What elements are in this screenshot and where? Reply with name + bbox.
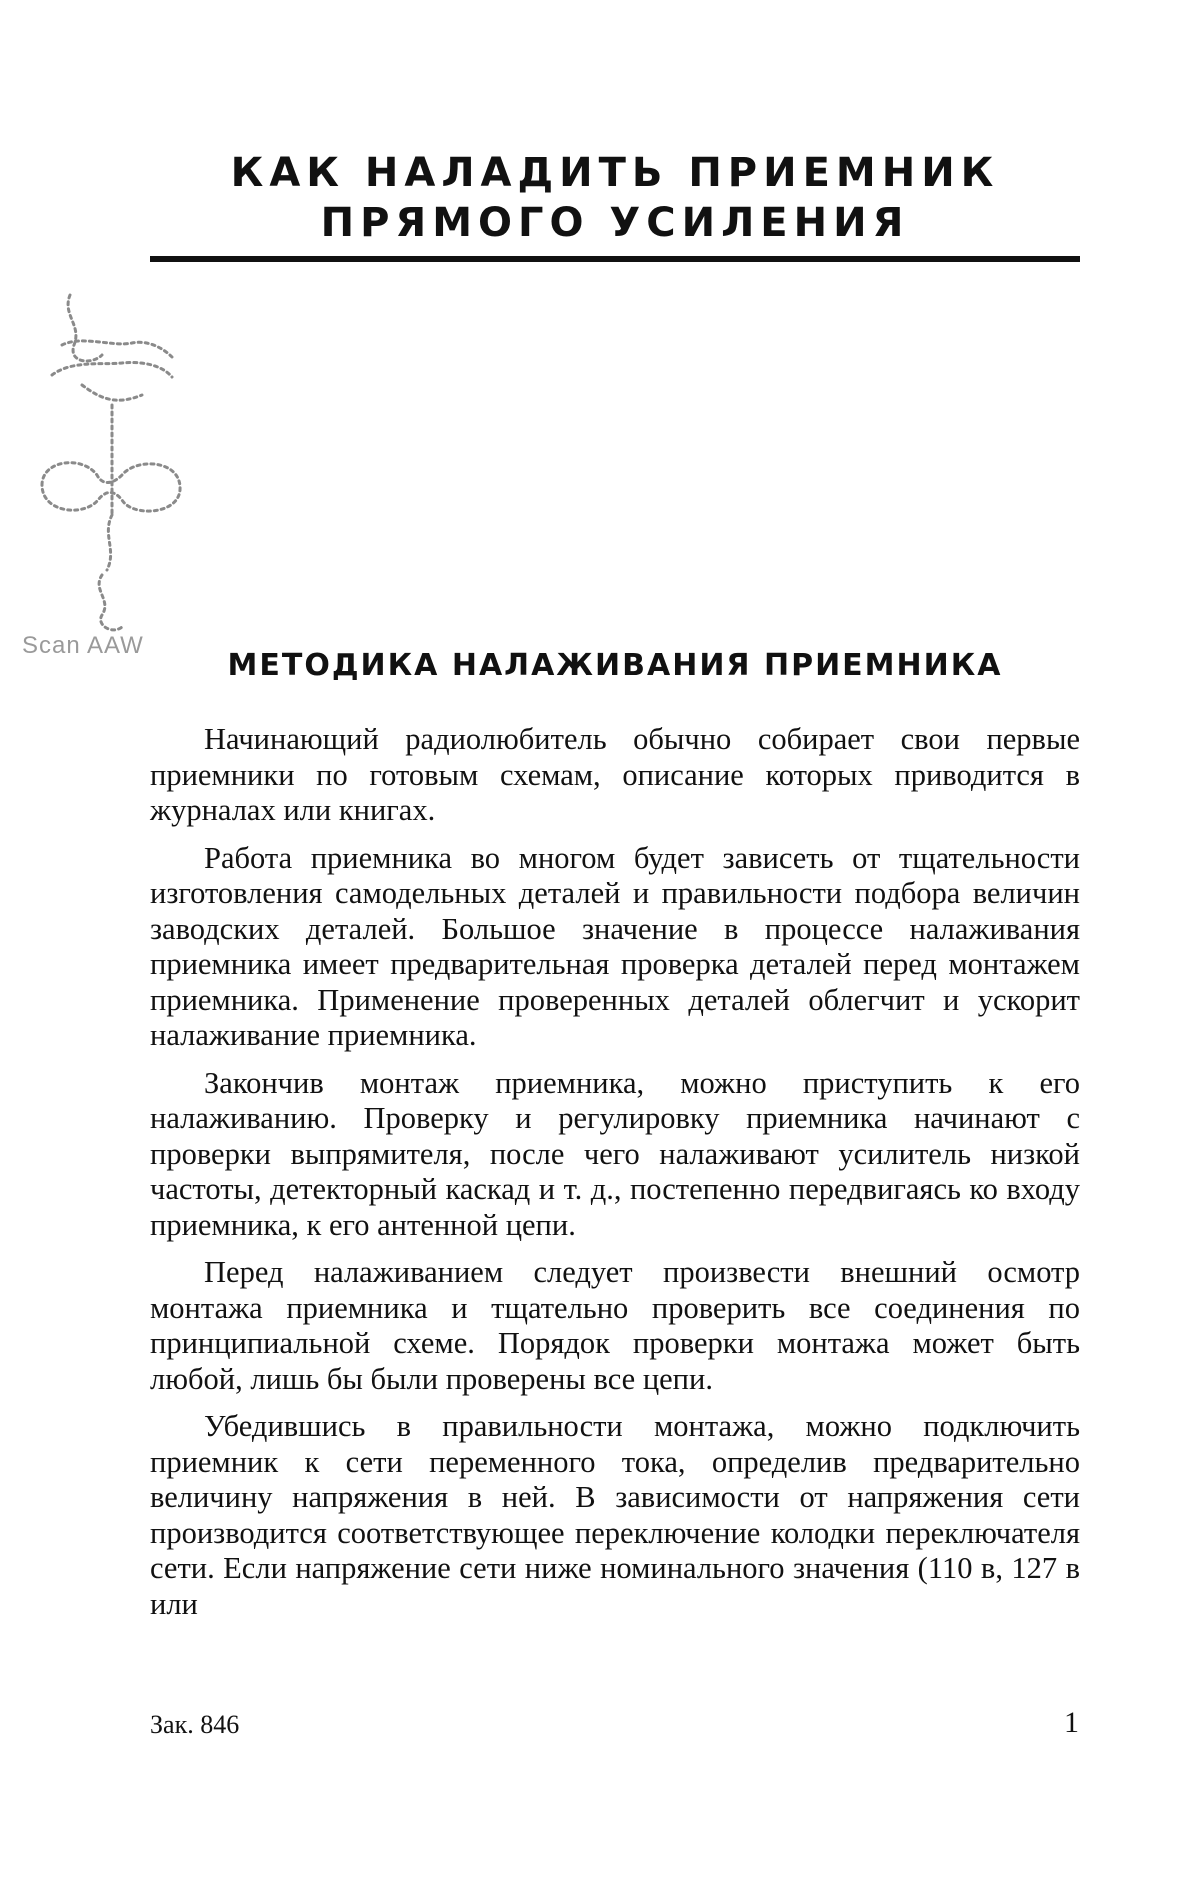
paragraph-2: Работа приемника во многом будет зависеть от тщательности изготовления самодельных деталей и правильности подбора величин заводских деталей. Большое значение в процессе налаживания приемника имеет предварительная проверка деталей перед монтажем приемника. Применение проверенных деталей облегчит и ускорит налаживание приемника. [150,840,1080,1052]
paragraph-3: Закончив монтаж приемника, можно приступить к его налаживанию. Проверку и регулировку приемника начинают с проверки выпрямителя, после чего налаживают усилитель низкой частоты, детекторный каскад и т. д., постепенно передвигаясь ко входу приемника, к его антенной цепи. [150,1065,1080,1242]
order-number: Зак. 846 [150,1710,240,1739]
page-title [150,148,1080,248]
body-text [150,722,1080,1634]
scan-watermark-icon [22,285,192,665]
paragraph-5: Убедившись в правильности монтажа, можно подключить приемник к сети переменного тока, определив предварительно величину напряжения в ней. В зависимости от напряжения сети производится соответствующее переключение колодки переключателя сети. Если напряжение сети ниже номинального значения (110 в, 127 в или [150,1409,1080,1621]
scan-label: Scan AAW [22,632,144,659]
page-title-line-1: КАК НАЛАДИТЬ ПРИЕМНИК [230,150,1000,196]
title-rule [150,256,1080,262]
paragraph-4: Перед налаживанием следует произвести внешний осмотр монтажа приемника и тщательно проверить все соединения по принципиальной схеме. Порядок проверки монтажа может быть любой, лишь бы были проверены все цепи. [150,1255,1080,1396]
page-number: 1 [1064,1706,1079,1739]
paragraph-1: Начинающий радиолюбитель обычно собирает свои первые приемники по готовым схемам, описание которых приводится в журналах или книгах. [150,722,1080,827]
page-title-line-2: ПРЯМОГО УСИЛЕНИЯ [320,200,910,246]
section-heading: МЕТОДИКА НАЛАЖИВАНИЯ ПРИЕМНИКА [227,648,1003,683]
